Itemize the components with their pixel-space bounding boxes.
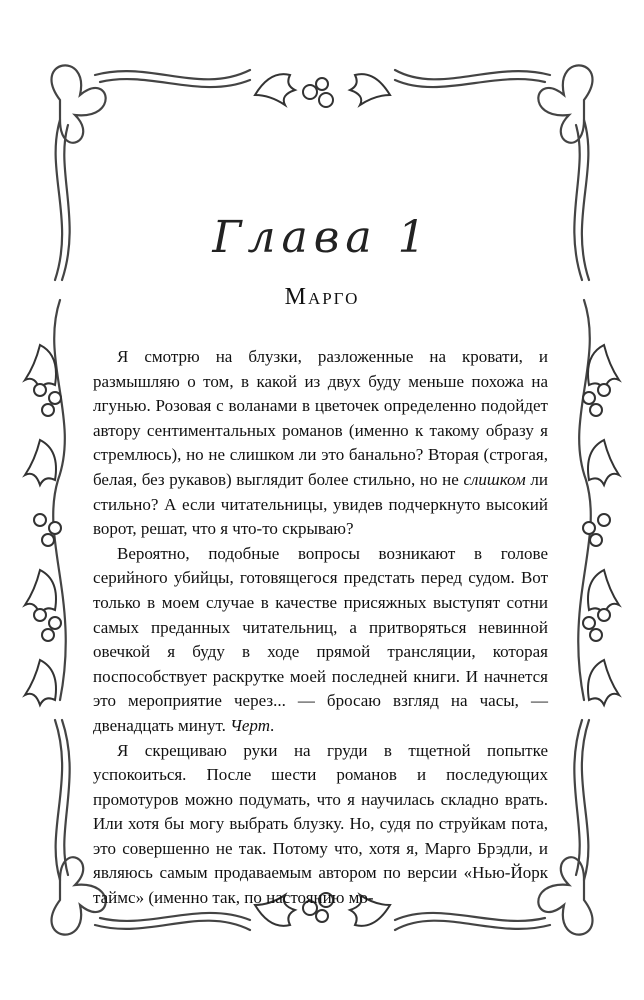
chapter-heading: Глава 1 <box>212 212 432 263</box>
emphasis-text: Черт <box>230 715 270 735</box>
text-run: ли стильно? А если читательницы, увидев подчеркнуто высокий ворот, решат, что я что-то скрываю? <box>93 469 548 539</box>
chapter-name: Марго <box>284 284 360 310</box>
paragraph <box>93 345 548 542</box>
text-run: Я смотрю на блузки, разложенные на кровати, и размышляю о том, в какой из двух буду меньше похожа на лгунью. Розовая с воланами в цветочек определенно подойдет автору сентиментальных романов (именно к такому образу я стремлюсь), но не слишком ли это банально? Вторая (строгая, белая, без рукавов) выглядит более стильно, но не <box>93 347 548 489</box>
paragraph <box>93 542 548 739</box>
text-run: Вероятно, подобные вопросы возникают в голове серийного убийцы, готовящегося предстать перед судом. Вот только в моем случае в качестве присяжных выступят сотни самых преданных читательниц, а притворяться невинной овечкой я буду в ходе прямой трансляции, которая поспособствует раскрутке моей последней книги. И начнется это мероприятие через... — бросаю взгляд на часы, — двенадцать минут. <box>93 543 548 735</box>
text-run: Я скрещиваю руки на груди в тщетной попытке успокоиться. После шести романов и последующих промотуров можно подумать, что я научилась складно врать. Или хотя бы могу выбрать блузку. Но, судя по струйкам пота, это совершенно не так. Потому что, хотя я, Марго Брэдли, и являюсь самым продаваемым автором по версии «Нью-Йорк таймс» (именно так, по настоянию мо- <box>93 740 548 908</box>
paragraph <box>93 739 548 911</box>
text-run: . <box>269 715 275 735</box>
emphasis-text: слишком <box>463 469 526 489</box>
body-text <box>93 345 548 911</box>
